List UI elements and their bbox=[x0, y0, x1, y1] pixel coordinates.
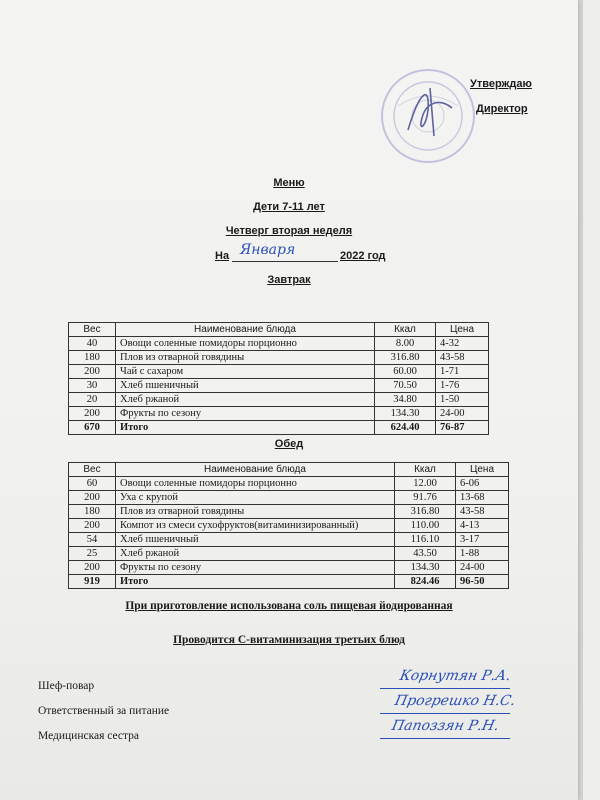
table-row bbox=[69, 505, 509, 519]
dish-cell: Уха с крупой bbox=[116, 491, 395, 505]
chef-signature: Корнутян Р.А. bbox=[398, 668, 513, 684]
kcal-cell: 34.80 bbox=[375, 393, 436, 407]
price-cell: 24-00 bbox=[456, 561, 509, 575]
dish-cell: Плов из отварной говядины bbox=[116, 505, 395, 519]
weight-cell: 200 bbox=[69, 561, 116, 575]
table-row bbox=[69, 491, 509, 505]
kcal-cell: 12.00 bbox=[395, 477, 456, 491]
kcal-cell: 316.80 bbox=[395, 505, 456, 519]
total-price: 96-50 bbox=[456, 575, 509, 589]
nutrition-signature-line bbox=[380, 713, 510, 714]
weight-cell: 200 bbox=[69, 365, 116, 379]
column-header: Наименование блюда bbox=[116, 323, 375, 337]
column-header: Вес bbox=[69, 463, 116, 477]
breakfast-table bbox=[68, 322, 489, 435]
total-weight: 670 bbox=[69, 421, 116, 435]
kcal-cell: 91.76 bbox=[395, 491, 456, 505]
nurse-signature-line bbox=[380, 738, 510, 739]
weight-cell: 40 bbox=[69, 337, 116, 351]
dish-cell: Хлеб пшеничный bbox=[116, 533, 395, 547]
weight-cell: 30 bbox=[69, 379, 116, 393]
total-kcal: 824.46 bbox=[395, 575, 456, 589]
price-cell: 6-06 bbox=[456, 477, 509, 491]
chef-label: Шеф-повар bbox=[38, 680, 95, 692]
kcal-cell: 70.50 bbox=[375, 379, 436, 393]
table-row bbox=[69, 407, 489, 421]
table-row bbox=[69, 519, 509, 533]
nurse-label: Медицинская сестра bbox=[38, 730, 140, 742]
weight-cell: 20 bbox=[69, 393, 116, 407]
dish-cell: Хлеб ржаной bbox=[116, 547, 395, 561]
nutrition-label: Ответственный за питание bbox=[38, 705, 170, 717]
table-row bbox=[69, 533, 509, 547]
chef-signature-line bbox=[380, 688, 510, 689]
dish-cell: Чай с сахаром bbox=[116, 365, 375, 379]
total-weight: 919 bbox=[69, 575, 116, 589]
weight-cell: 200 bbox=[69, 519, 116, 533]
dish-cell: Фрукты по сезону bbox=[116, 561, 395, 575]
column-header: Ккал bbox=[395, 463, 456, 477]
lunch-table bbox=[68, 462, 509, 589]
price-cell: 43-58 bbox=[456, 505, 509, 519]
table-row bbox=[69, 379, 489, 393]
price-cell: 4-32 bbox=[436, 337, 489, 351]
approve-label: Утверждаю bbox=[470, 78, 532, 90]
total-price: 76-87 bbox=[436, 421, 489, 435]
day-week: Четверг вторая неделя bbox=[225, 225, 353, 237]
column-header: Цена bbox=[436, 323, 489, 337]
table-row bbox=[69, 561, 509, 575]
salt-note: При приготовление использована соль пищевая йодированная bbox=[125, 600, 453, 612]
price-cell: 1-50 bbox=[436, 393, 489, 407]
weight-cell: 54 bbox=[69, 533, 116, 547]
table-row bbox=[69, 547, 509, 561]
vitamin-note: Проводится С-витаминизация третьих блюд bbox=[173, 634, 405, 646]
weight-cell: 180 bbox=[69, 505, 116, 519]
table-header-row bbox=[69, 463, 509, 477]
price-cell: 1-88 bbox=[456, 547, 509, 561]
weight-cell: 60 bbox=[69, 477, 116, 491]
kcal-cell: 8.00 bbox=[375, 337, 436, 351]
lunch-label: Обед bbox=[274, 438, 304, 450]
director-label: Директор bbox=[476, 103, 528, 115]
column-header: Вес bbox=[69, 323, 116, 337]
director-signature-icon bbox=[400, 80, 470, 140]
table-header-row bbox=[69, 323, 489, 337]
price-cell: 3-17 bbox=[456, 533, 509, 547]
total-kcal: 624.40 bbox=[375, 421, 436, 435]
kcal-cell: 134.30 bbox=[395, 561, 456, 575]
dish-cell: Овощи соленные помидоры порционно bbox=[116, 477, 395, 491]
age-group: Дети 7-11 лет bbox=[253, 201, 325, 213]
dish-cell: Овощи соленные помидоры порционно bbox=[116, 337, 375, 351]
date-handwritten: Января bbox=[240, 242, 296, 258]
price-cell: 4-13 bbox=[456, 519, 509, 533]
kcal-cell: 110.00 bbox=[395, 519, 456, 533]
dish-cell: Хлеб ржаной bbox=[116, 393, 375, 407]
total-label: Итого bbox=[116, 421, 375, 435]
column-header: Цена bbox=[456, 463, 509, 477]
column-header: Наименование блюда bbox=[116, 463, 395, 477]
total-row bbox=[69, 421, 489, 435]
kcal-cell: 43.50 bbox=[395, 547, 456, 561]
breakfast-label: Завтрак bbox=[267, 274, 311, 286]
table-row bbox=[69, 351, 489, 365]
total-row bbox=[69, 575, 509, 589]
price-cell: 13-68 bbox=[456, 491, 509, 505]
column-header: Ккал bbox=[375, 323, 436, 337]
total-label: Итого bbox=[116, 575, 395, 589]
weight-cell: 25 bbox=[69, 547, 116, 561]
table-row bbox=[69, 477, 509, 491]
price-cell: 24-00 bbox=[436, 407, 489, 421]
kcal-cell: 134.30 bbox=[375, 407, 436, 421]
weight-cell: 180 bbox=[69, 351, 116, 365]
menu-title: Меню bbox=[273, 177, 305, 189]
table-row bbox=[69, 393, 489, 407]
nutrition-signature: Прогрешко Н.С. bbox=[393, 693, 517, 709]
adjacent-page-edge bbox=[582, 0, 600, 800]
table-row bbox=[69, 365, 489, 379]
table-row bbox=[69, 337, 489, 351]
price-cell: 1-76 bbox=[436, 379, 489, 393]
dish-cell: Плов из отварной говядины bbox=[116, 351, 375, 365]
date-underline bbox=[232, 261, 338, 262]
dish-cell: Компот из смеси сухофруктов(витаминизированный) bbox=[116, 519, 395, 533]
kcal-cell: 60.00 bbox=[375, 365, 436, 379]
dish-cell: Фрукты по сезону bbox=[116, 407, 375, 421]
dish-cell: Хлеб пшеничный bbox=[116, 379, 375, 393]
price-cell: 1-71 bbox=[436, 365, 489, 379]
price-cell: 43-58 bbox=[436, 351, 489, 365]
date-year: 2022 год bbox=[340, 250, 386, 262]
nurse-signature: Папоззян Р.Н. bbox=[390, 718, 501, 734]
weight-cell: 200 bbox=[69, 491, 116, 505]
weight-cell: 200 bbox=[69, 407, 116, 421]
kcal-cell: 316.80 bbox=[375, 351, 436, 365]
date-prefix: На bbox=[215, 250, 230, 262]
kcal-cell: 116.10 bbox=[395, 533, 456, 547]
